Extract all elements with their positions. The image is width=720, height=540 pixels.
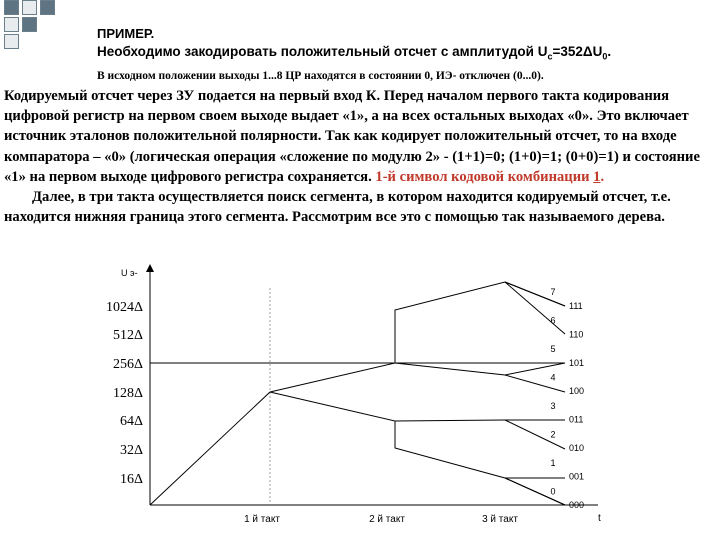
- clock-labels: [244, 514, 518, 525]
- level-lines: [150, 306, 565, 478]
- task-end: .: [607, 44, 612, 59]
- segment-number: 2: [550, 429, 556, 440]
- y-level-label: 1024Δ: [105, 300, 143, 315]
- y-level-label: 16Δ: [119, 472, 143, 487]
- time-label: t: [598, 513, 601, 524]
- tree-branches: [150, 282, 565, 505]
- task-sub-c: c: [547, 51, 553, 62]
- segment-number: 6: [550, 315, 556, 326]
- y-level-label: 64Δ: [119, 414, 143, 429]
- leaf-010: [505, 420, 565, 449]
- leaf-101: [505, 363, 565, 375]
- branch-lower-up: [395, 420, 505, 421]
- task-value: =352ΔU: [552, 44, 603, 59]
- segment-number: 7: [550, 287, 556, 297]
- leaf-000: [505, 478, 565, 505]
- y-level-labels: [106, 300, 143, 487]
- code-label: 000: [569, 499, 585, 510]
- branch-upper: [270, 282, 565, 392]
- code-label: 001: [569, 471, 585, 482]
- leaf-111: [505, 282, 565, 306]
- example-label: ПРИМЕР.: [97, 26, 155, 41]
- y-level-label: 512Δ: [112, 328, 143, 343]
- leaf-100: [505, 372, 565, 392]
- clock-label: 3 й такт: [482, 514, 518, 525]
- paragraph-part2: Далее, в три такта осуществляется поиск сегмента, в котором находится кодируемый отсчет, т.е. находится нижняя граница этого сегмента. Рассмотрим все это с помощью так называемого дерева.: [4, 189, 671, 226]
- code-label: 101: [569, 357, 585, 368]
- code-label: 110: [569, 329, 584, 340]
- branch-lower: [270, 392, 565, 505]
- branch-main: [150, 392, 270, 505]
- paragraph-part1: Кодируемый отсчет через ЗУ подается на первый вход К. Перед началом первого такта кодирования цифровой регистр на первом своем выходе выдает «1», а на всех остальных выходах «0». Это включает источник эталонов положительной полярности. Так как кодирует положительный отсчет, то на входе компаратора – «0» (логическая операция «сложение по модулю 2» - (1+1)=0; (1+0)=1; (0+0)=1) и состояние «1» на первом выходе цифрового регистра сохраняется.: [4, 88, 700, 185]
- segment-number: 5: [550, 344, 556, 354]
- y-axis-label: U э-: [121, 268, 138, 278]
- branch-upper-low: [395, 363, 505, 375]
- y-level-label: 32Δ: [119, 443, 143, 458]
- segment-numbers: [550, 287, 555, 497]
- segment-number: 3: [550, 401, 556, 411]
- leaf-110: [505, 282, 565, 334]
- y-level-label: 256Δ: [112, 357, 143, 372]
- task-sub-0: 0: [602, 51, 608, 62]
- y-level-label: 128Δ: [112, 386, 143, 401]
- initial-state-text: В исходном положении выходы 1...8 ЦР находятся в состоянии 0, ИЭ- отключен (0...0).: [97, 70, 544, 82]
- code-label: 011: [569, 414, 584, 425]
- code-label: 111: [569, 301, 583, 311]
- paragraph-highlight: 1-й символ кодовой комбинации 1.: [375, 168, 605, 185]
- code-labels: [569, 301, 584, 510]
- clock-label: 1 й такт: [244, 514, 280, 525]
- code-label: 010: [569, 443, 585, 453]
- y-axis-arrow: [146, 264, 154, 272]
- clock-label: 2 й такт: [369, 514, 405, 525]
- segment-number: 4: [550, 372, 556, 383]
- code-label: 100: [569, 386, 585, 397]
- segment-number: 1: [550, 458, 556, 468]
- task-text: Необходимо закодировать положительный отсчет с амплитудой U: [97, 44, 548, 59]
- segment-number: 0: [550, 486, 556, 497]
- highlight-digit: 1: [593, 168, 601, 185]
